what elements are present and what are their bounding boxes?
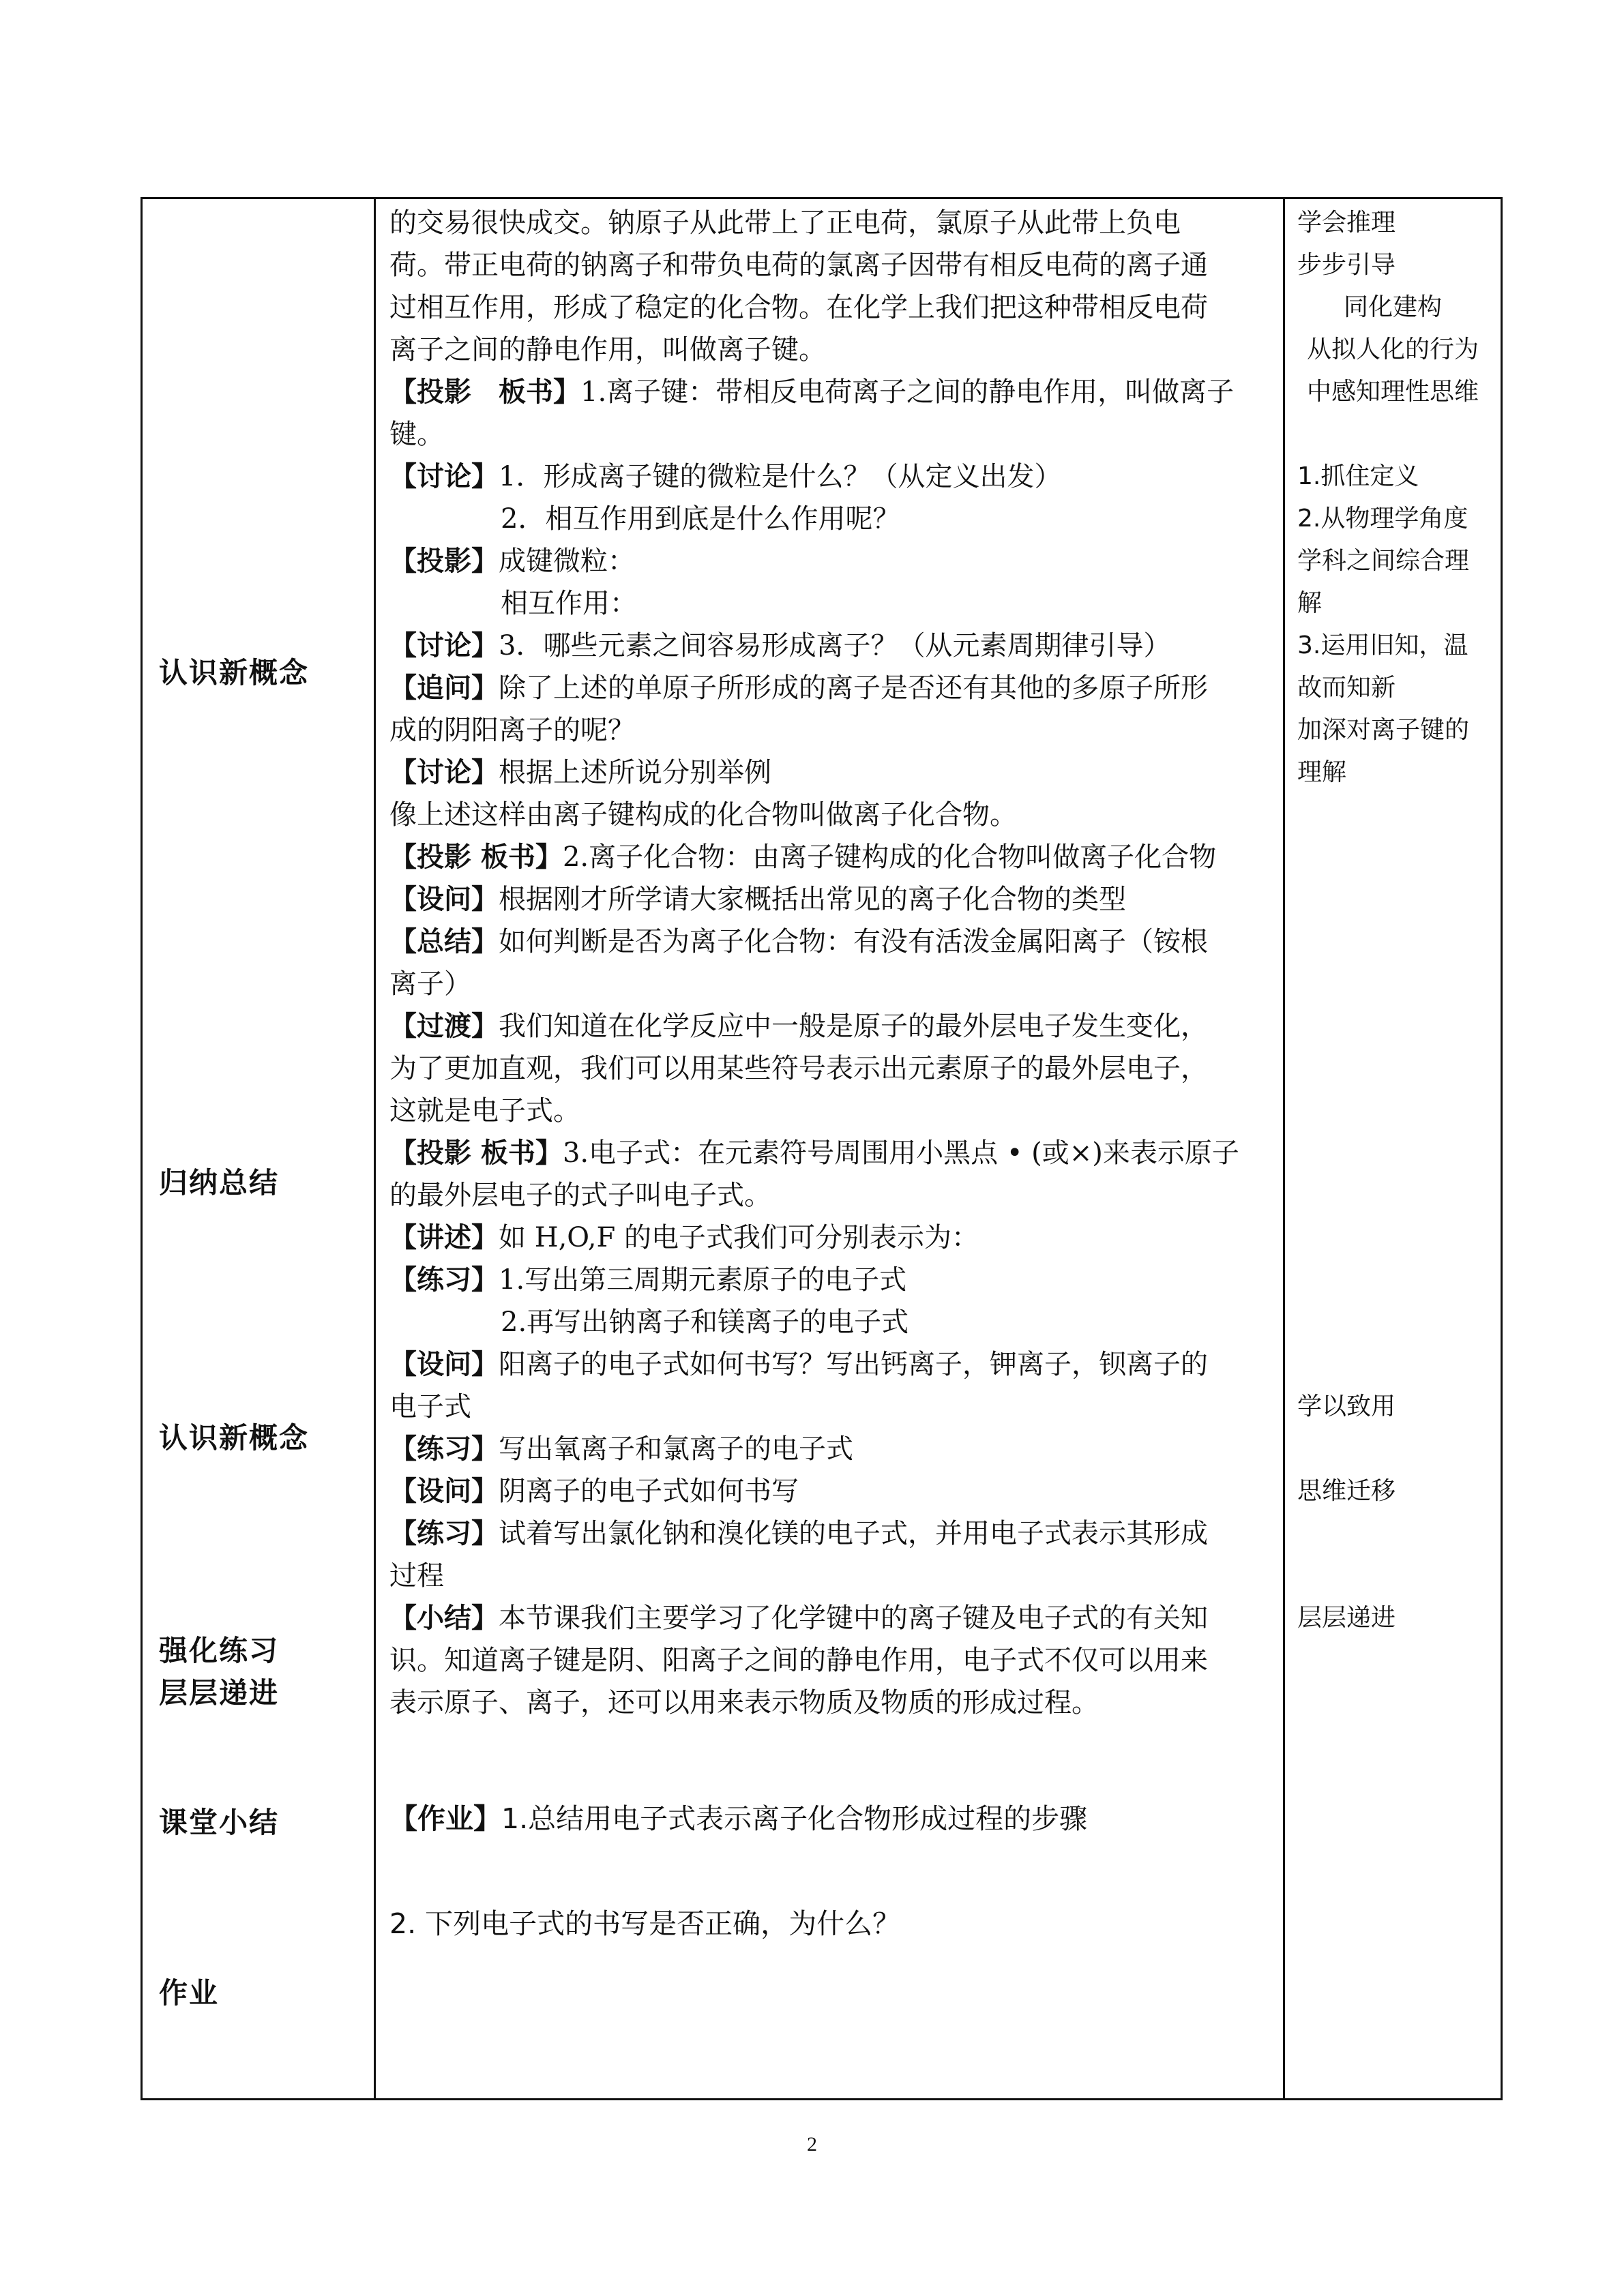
- intent-line: 学会推理: [1297, 209, 1396, 237]
- content-line: 为了更加直观，我们可以用某些符号表示出元素原子的最外层电子，: [389, 1053, 1208, 1084]
- content-line: 【练习】试着写出氯化钠和溴化镁的电子式，并用电子式表示其形成: [389, 1517, 1208, 1549]
- content-line: 荷。带正电荷的钠离子和带负电荷的氯离子因带有相反电荷的离子通: [389, 250, 1208, 281]
- content-line: 【练习】写出氧离子和氯离子的电子式: [389, 1433, 853, 1465]
- intent-line: 3.运用旧知，温: [1297, 631, 1468, 659]
- table-row: [142, 198, 1502, 2100]
- stage-label: 认识新概念: [159, 656, 310, 689]
- content-line: 【过渡】我们知道在化学反应中一般是原子的最外层电子发生变化，: [389, 1010, 1208, 1042]
- content-line: 识。知道离子键是阴、阳离子之间的静电作用，电子式不仅可以用来: [389, 1645, 1208, 1676]
- homework-line: 【作业】1.总结用电子式表示离子化合物形成过程的步骤: [389, 1802, 1088, 1835]
- homework-line: 2. 下列电子式的书写是否正确，为什么？: [389, 1907, 901, 1940]
- content-line: 离子之间的静电作用，叫做离子键。: [389, 334, 826, 366]
- intent-line: 步步引导: [1297, 251, 1396, 279]
- content-line: 成的阴阳离子的呢？: [389, 715, 635, 746]
- content-line: 这就是电子式。: [389, 1095, 580, 1127]
- content-line: 【讨论】根据上述所说分别举例: [389, 756, 771, 788]
- content-line: 【追问】除了上述的单原子所形成的离子是否还有其他的多原子所形: [389, 672, 1208, 704]
- content-column: [375, 198, 1284, 2100]
- intent-line: 加深对离子键的: [1297, 716, 1470, 744]
- content-line: 【小结】本节课我们主要学习了化学键中的离子键及电子式的有关知: [389, 1602, 1208, 1634]
- content-line: 相互作用：: [501, 588, 637, 619]
- intent-line: 从拟人化的行为: [1306, 336, 1479, 363]
- content-line: 过程: [389, 1560, 444, 1592]
- content-line: 【投影 板书】2.离子化合物：由离子键构成的化合物叫做离子化合物: [389, 841, 1217, 873]
- intent-line: 学以致用: [1297, 1392, 1396, 1420]
- lesson-plan-table: [141, 197, 1503, 2100]
- content-line: 离子）: [389, 968, 471, 1000]
- stage-label: 归纳总结: [159, 1166, 280, 1199]
- intent-line: 中感知理性思维: [1306, 378, 1479, 406]
- intent-line: 理解: [1297, 758, 1347, 786]
- intent-line: 1.抓住定义: [1297, 462, 1419, 490]
- content-line: 【练习】1.写出第三周期元素原子的电子式: [389, 1264, 907, 1296]
- intent-line: 故而知新: [1297, 674, 1396, 702]
- content-line: 【投影 板书】1.离子键：带相反电荷离子之间的静电作用，叫做离子: [389, 376, 1235, 408]
- content-line: 【讨论】1．形成离子键的微粒是什么？（从定义出发）: [389, 460, 1062, 492]
- content-line: 表示原子、离子，还可以用来表示物质及物质的形成过程。: [389, 1687, 1099, 1718]
- content-line: 【设问】阳离子的电子式如何书写？写出钙离子，钾离子，钡离子的: [389, 1348, 1208, 1380]
- content-line: 【总结】如何判断是否为离子化合物：有没有活泼金属阳离子（铵根: [389, 925, 1208, 957]
- content-line: 的最外层电子的式子叫电子式。: [389, 1180, 771, 1211]
- stage-label: 认识新概念: [159, 1421, 310, 1455]
- stage-label: 强化练习: [159, 1634, 280, 1667]
- intent-line: 层层递进: [1297, 1604, 1396, 1632]
- intent-column: [1284, 198, 1502, 2100]
- intent-line: 同化建构: [1343, 293, 1442, 321]
- intent-line: 学科之间综合理: [1297, 547, 1470, 575]
- intent-line: 思维迁移: [1297, 1477, 1396, 1505]
- content-line: 电子式: [389, 1391, 471, 1422]
- content-line: 的交易很快成交。钠原子从此带上了正电荷，氯原子从此带上负电: [389, 207, 1181, 239]
- stage-label: 课堂小结: [159, 1806, 280, 1839]
- content-line: 2.再写出钠离子和镁离子的电子式: [501, 1307, 909, 1338]
- content-line: 像上述这样由离子键构成的化合物叫做离子化合物。: [389, 799, 1017, 831]
- intent-line: 解: [1297, 589, 1323, 617]
- content-line: 过相互作用，形成了稳定的化合物。在化学上我们把这种带相反电荷: [389, 292, 1208, 323]
- content-line: 键。: [389, 419, 444, 450]
- content-line: 【讨论】3．哪些元素之间容易形成离子？（从元素周期律引导）: [389, 629, 1171, 661]
- content-line: 2．相互作用到底是什么作用呢？: [501, 503, 900, 535]
- content-line: 【设问】阴离子的电子式如何书写: [389, 1475, 799, 1507]
- stage-column: [142, 198, 375, 2100]
- content-line: 【讲述】如 H,O,F 的电子式我们可分别表示为：: [389, 1221, 979, 1253]
- stage-label: 作业: [159, 1976, 220, 2010]
- stage-label: 层层递进: [159, 1676, 280, 1710]
- content-line: 【投影 板书】3.电子式：在元素符号周围用小黑点 • (或×)来表示原子: [389, 1137, 1239, 1169]
- intent-line: 2.从物理学角度: [1297, 505, 1468, 533]
- page-number: 2: [807, 2133, 817, 2156]
- content-line: 【设问】根据刚才所学请大家概括出常见的离子化合物的类型: [389, 883, 1126, 915]
- content-line: 【投影】成键微粒：: [389, 545, 635, 577]
